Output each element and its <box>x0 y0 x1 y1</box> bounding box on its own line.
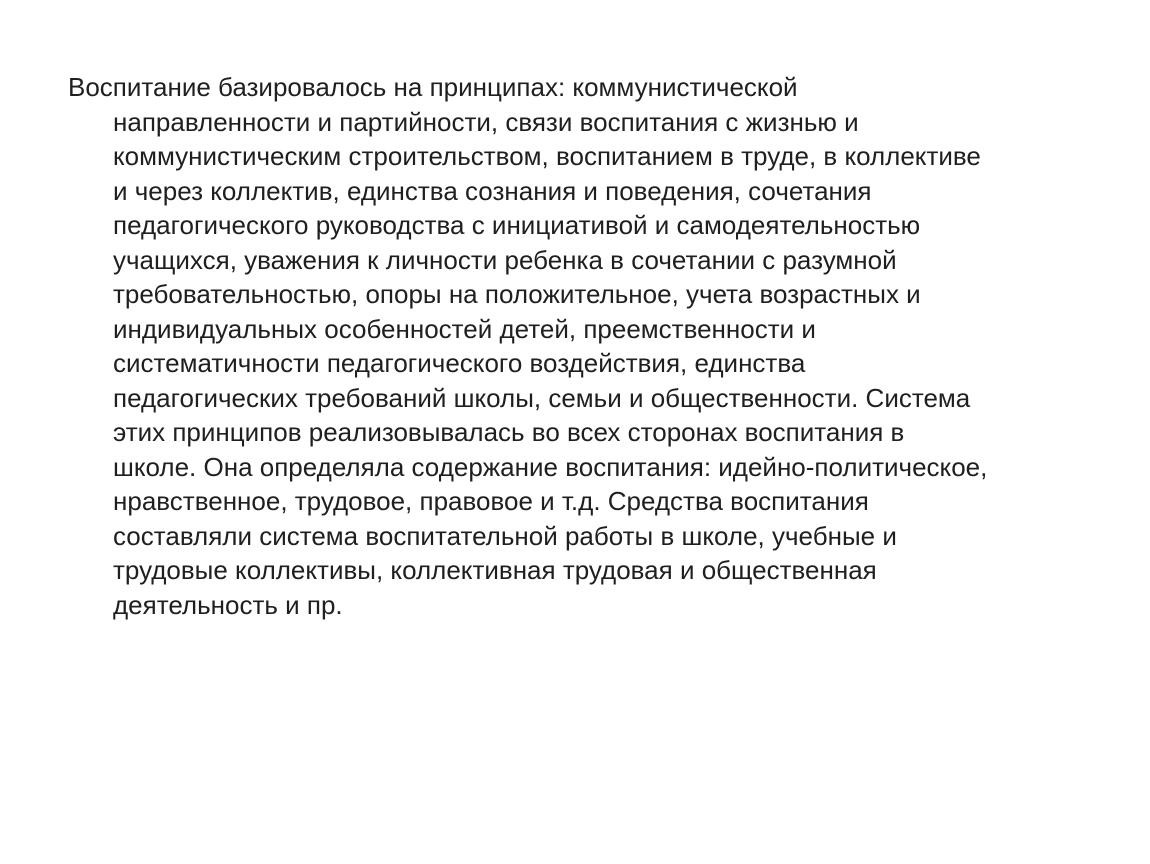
paragraph-line: составляли система воспитательной работы в школе, учебные и <box>113 520 897 551</box>
paragraph-line: деятельность и пр. <box>113 589 343 620</box>
paragraph-line: систематичности педагогического воздействия, единства <box>113 348 806 378</box>
paragraph-line: индивидуальных особенностей детей, преемственности и <box>113 313 816 344</box>
paragraph-line: школе. Она определяла содержание воспитания: идейно-политическое, <box>113 451 988 482</box>
body-paragraph <box>68 70 1108 622</box>
paragraph-line: педагогического руководства с инициативой и самодеятельностью <box>113 210 921 240</box>
paragraph-line: нравственное, трудовое, правовое и т.д. Средства воспитания <box>113 486 869 516</box>
paragraph-line: направленности и партийности, связи воспитания с жизнью и <box>113 106 859 137</box>
paragraph-line: и через коллектив, единства сознания и поведения, сочетания <box>113 175 872 206</box>
paragraph-line: коммунистическим строительством, воспитанием в труде, в коллективе <box>113 141 981 171</box>
paragraph-line: Воспитание базировалось на принципах: коммунистической <box>68 72 798 102</box>
paragraph-line: учащихся, уважения к личности ребенка в сочетании с разумной <box>113 244 897 275</box>
paragraph-line: требовательностью, опоры на положительное, учета возрастных и <box>113 279 921 309</box>
paragraph-line: этих принципов реализовывалась во всех сторонах воспитания в <box>113 417 905 447</box>
paragraph-line: педагогических требований школы, семьи и общественности. Система <box>113 382 971 413</box>
paragraph-line: трудовые коллективы, коллективная трудовая и общественная <box>113 555 877 585</box>
